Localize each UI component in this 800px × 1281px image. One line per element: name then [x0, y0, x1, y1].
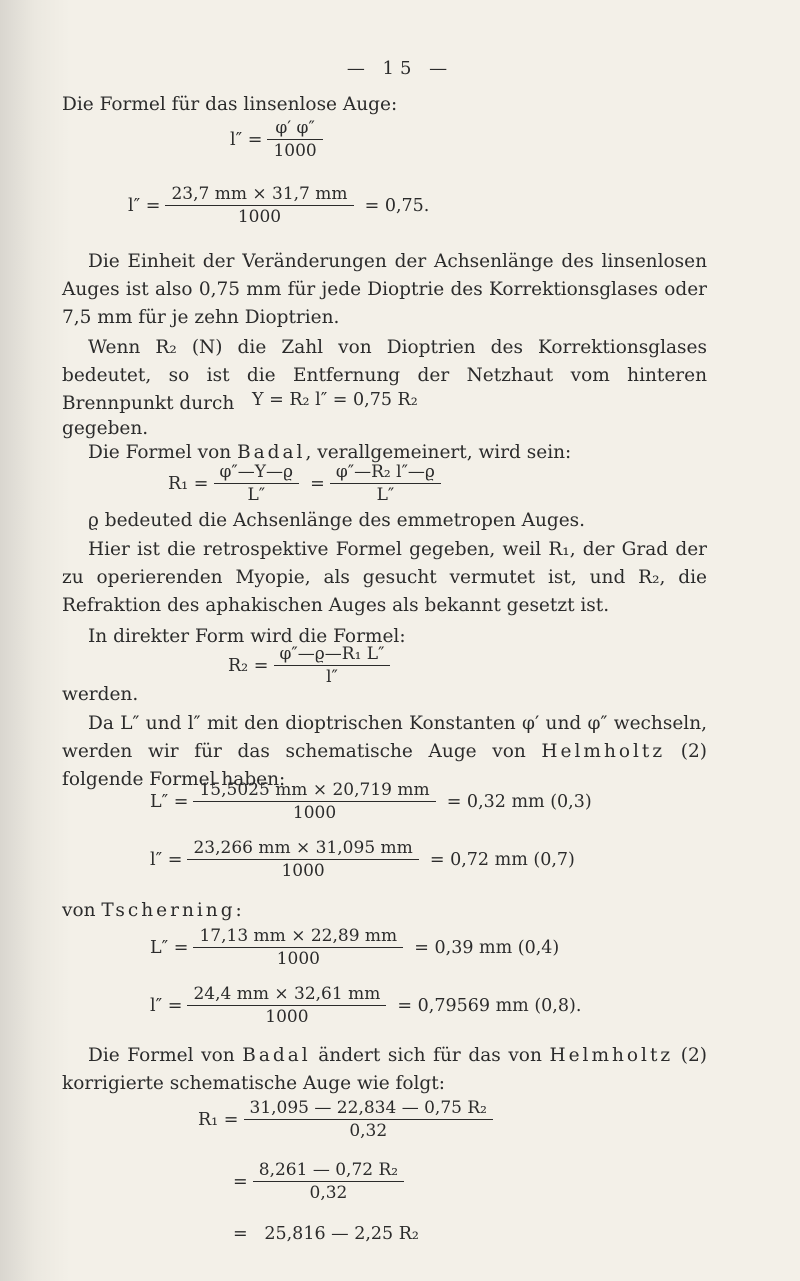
von-text: von [62, 900, 102, 921]
paragraph-3-text-b: , verallgemeinert, wird sein: [305, 442, 572, 463]
paragraph-7-text-b: (2) folgende Formel haben: [62, 741, 707, 790]
formula-7-result: = 0,72 mm (0,7) [429, 849, 575, 870]
formula-6-denominator: 1000 [292, 803, 337, 823]
formula-8-fraction [193, 926, 403, 969]
colon-text: : [235, 900, 242, 921]
formula-4 [168, 462, 441, 505]
formula-9-denominator: 1000 [265, 1007, 309, 1027]
formula-10-numerator: 31,095 — 22,834 — 0,75 R₂ [244, 1098, 493, 1120]
formula-5-denominator: l″ [326, 667, 338, 687]
formula-11-denominator: 0,32 [309, 1183, 348, 1203]
formula-9-lhs: l″ = [150, 995, 183, 1016]
formula-9 [150, 984, 581, 1027]
formula-6-numerator: 15,5025 mm × 20,719 mm [193, 780, 435, 802]
formula-10-fraction [244, 1098, 493, 1141]
paragraph-5-text: Hier ist die retrospektive Formel gegeben, weil R₁, der Grad der zu operierenden Myopie, als gesucht vermutet ist, und R₂, die Refraktion des aphakischen Auges als bekannt gesetzt ist. [62, 539, 707, 616]
formula-2-fraction [165, 184, 353, 227]
formula-4-lhs: R₁ = [168, 473, 209, 494]
intro-line: Die Formel für das linsenlose Auge: [62, 94, 398, 115]
formula-1 [230, 118, 323, 161]
formula-12: = 25,816 — 2,25 R₂ [233, 1224, 419, 1244]
formula-4-denominator-2: L″ [376, 485, 395, 505]
formula-4-denominator-1: L″ [247, 485, 266, 505]
formula-6-result: = 0,32 mm (0,3) [446, 791, 592, 812]
paragraph-3-text-a: Die Formel von [88, 442, 238, 463]
formula-1-lhs: l″ = [230, 129, 263, 150]
formula-4-fraction-2 [330, 462, 441, 505]
formula-7-fraction [187, 838, 418, 881]
paragraph-1 [62, 248, 707, 332]
author-badal-2: Badal [242, 1045, 311, 1066]
formula-7-lhs: l″ = [150, 849, 183, 870]
gegeben-text: gegeben. [62, 418, 149, 439]
formula-9-numerator: 24,4 mm × 32,61 mm [187, 984, 386, 1006]
paragraph-1-text: Die Einheit der Veränderungen der Achsenlänge des linsenlosen Auges ist also 0,75 mm für jede Dioptrie des Korrektionsglases oder 7,5 mm für je zehn Dioptrien. [62, 251, 707, 328]
paragraph-4: ϱ bedeuted die Achsenlänge des emmetropen Auges. [88, 510, 586, 531]
formula-2-lhs: l″ = [128, 195, 161, 216]
werden-text: werden. [62, 684, 139, 705]
author-helmholtz: Helmholtz [541, 741, 666, 762]
formula-10-lhs: R₁ = [198, 1109, 239, 1130]
author-badal: Badal [237, 442, 306, 463]
formula-2 [128, 184, 429, 227]
formula-1-fraction [267, 118, 322, 161]
author-tscherning: Tscherning [101, 900, 236, 921]
formula-9-result: = 0,79569 mm (0,8). [397, 995, 582, 1016]
formula-5-fraction [274, 644, 391, 687]
paragraph-6: In direkter Form wird die Formel: [88, 626, 406, 647]
formula-6-lhs: L″ = [150, 791, 189, 812]
formula-6 [150, 780, 592, 823]
formula-9-fraction [187, 984, 386, 1027]
author-helmholtz-2: Helmholtz [549, 1045, 674, 1066]
paragraph-7-text-a: Da L″ und l″ mit den dioptrischen Konstanten φ′ und φ″ wechseln, werden wir für das schematische Auge von [62, 713, 707, 762]
formula-11-fraction [253, 1160, 404, 1203]
formula-11-numerator: 8,261 — 0,72 R₂ [253, 1160, 404, 1182]
formula-4-fraction-1 [214, 462, 299, 505]
paragraph-8 [62, 1042, 707, 1098]
formula-7-denominator: 1000 [281, 861, 325, 881]
formula-11 [233, 1160, 404, 1203]
formula-6-fraction [193, 780, 435, 823]
formula-8-result: = 0,39 mm (0,4) [414, 937, 560, 958]
paragraph-8-text-c: (2) korrigierte schematische Auge wie folgt: [62, 1045, 707, 1094]
formula-1-denominator: 1000 [273, 141, 317, 161]
formula-11-lhs: = [233, 1171, 248, 1192]
formula-8 [150, 926, 559, 969]
paragraph-2-text: Wenn R₂ (N) die Zahl von Dioptrien des Korrektionsglases bedeutet, so ist die Entfernung der Netzhaut vom hinteren Brennpunkt durch [62, 337, 707, 414]
formula-5 [228, 644, 390, 687]
formula-5-lhs: R₂ = [228, 655, 269, 676]
formula-4-equals: = [310, 473, 325, 494]
formula-10 [198, 1098, 493, 1141]
formula-2-denominator: 1000 [237, 207, 282, 227]
formula-10-denominator: 0,32 [349, 1121, 388, 1141]
page-number: — 15 — [346, 58, 454, 79]
formula-7-numerator: 23,266 mm × 31,095 mm [187, 838, 418, 860]
formula-8-numerator: 17,13 mm × 22,89 mm [193, 926, 403, 948]
formula-5-numerator: φ″—ϱ—R₁ L″ [274, 644, 391, 666]
paragraph-5 [62, 536, 707, 620]
formula-2-result: = 0,75. [364, 195, 430, 216]
formula-4-numerator-2: φ″—R₂ l″—ϱ [330, 462, 441, 484]
formula-8-lhs: L″ = [150, 937, 189, 958]
formula-7 [150, 838, 575, 881]
formula-3: Y = R₂ l″ = 0,75 R₂ [252, 390, 418, 410]
formula-4-numerator-1: φ″—Y—ϱ [214, 462, 299, 484]
paragraph-8-text-b: ändert sich für das von [310, 1045, 550, 1066]
formula-2-numerator: 23,7 mm × 31,7 mm [165, 184, 353, 206]
page-spine-shadow [0, 0, 70, 1281]
formula-8-denominator: 1000 [276, 949, 320, 969]
von-tscherning-line [62, 898, 242, 924]
formula-1-numerator: φ′ φ″ [267, 118, 322, 140]
paragraph-8-text-a: Die Formel von [88, 1045, 243, 1066]
